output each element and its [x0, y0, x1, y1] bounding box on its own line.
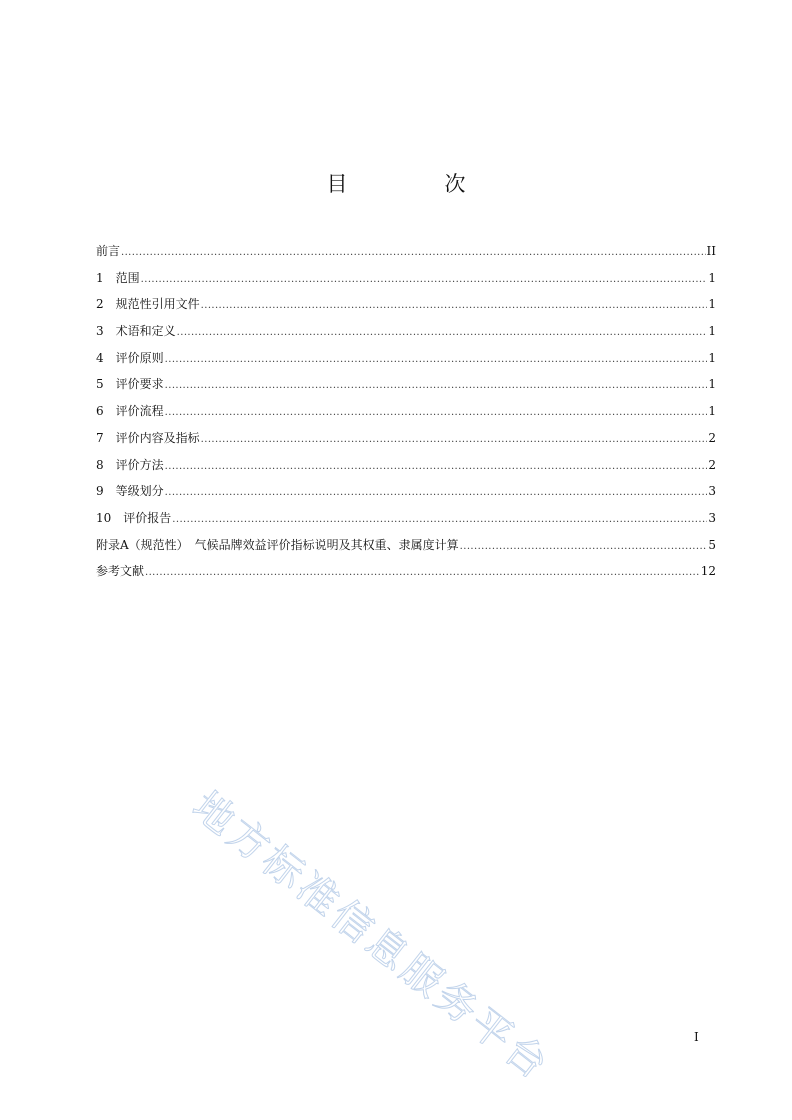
toc-entry-number: 10	[96, 510, 124, 525]
toc-entry-page: 2	[708, 457, 716, 472]
toc-entry-number: 7	[96, 430, 116, 445]
toc-dot-leader	[141, 267, 708, 294]
toc-entry-title: 评价要求	[115, 377, 164, 392]
toc-entry-title: 评价报告	[123, 510, 172, 525]
toc-entry[interactable]	[96, 265, 716, 292]
toc-entry-title: 评价原则	[115, 350, 164, 365]
toc-dot-leader	[165, 347, 708, 374]
toc-dot-leader	[145, 560, 700, 587]
toc-entry[interactable]	[96, 452, 716, 479]
toc-entry-title: 附录A（规范性） 气候品牌效益评价指标说明及其权重、隶属度计算	[96, 537, 459, 552]
toc-dot-leader	[172, 507, 707, 534]
page-title: 目 次	[326, 172, 504, 196]
toc-entry[interactable]	[96, 532, 716, 559]
toc-dot-leader	[201, 293, 708, 320]
toc-entry[interactable]	[96, 345, 716, 372]
footer-page-number: I	[694, 1030, 699, 1044]
toc-entry[interactable]	[96, 505, 716, 532]
toc-entry-title: 等级划分	[115, 484, 164, 499]
toc-entry[interactable]	[96, 371, 716, 398]
toc-entry-number: 2	[96, 297, 116, 312]
watermark: 地方标准信息服务平台	[183, 783, 559, 1091]
toc-entry-page: 12	[700, 564, 716, 579]
toc-entry-number: 1	[96, 270, 116, 285]
toc-dot-leader	[201, 427, 708, 454]
toc-dot-leader	[121, 240, 706, 267]
toc-dot-leader	[165, 454, 708, 481]
toc-entry-page: 5	[708, 537, 716, 552]
toc-entry-number: 6	[96, 404, 116, 419]
toc-entry[interactable]	[96, 558, 716, 585]
toc-entry-page: 1	[708, 350, 716, 365]
toc-entry-title: 术语和定义	[115, 324, 176, 339]
toc-entry-page: 1	[708, 297, 716, 312]
toc-entry-title: 范围	[115, 270, 140, 285]
toc-dot-leader	[177, 320, 708, 347]
toc-entry[interactable]	[96, 425, 716, 452]
toc-entry-title: 评价方法	[115, 457, 164, 472]
toc-entry-title: 评价内容及指标	[115, 430, 200, 445]
toc-entry-number: 9	[96, 484, 116, 499]
toc-entry-number: 5	[96, 377, 116, 392]
toc-entry-title: 前言	[96, 244, 121, 258]
toc-entry-title: 参考文献	[96, 564, 145, 579]
toc-entry-page: 3	[708, 510, 716, 525]
toc-entry-page: 2	[708, 430, 716, 445]
toc-entry[interactable]	[96, 291, 716, 318]
toc-entry-page: 1	[708, 404, 716, 419]
toc-entry-number: 3	[96, 324, 116, 339]
toc-entry-title: 评价流程	[115, 404, 164, 419]
toc-entry-page: II	[706, 244, 716, 258]
toc-entry[interactable]	[96, 318, 716, 345]
toc-entry[interactable]	[96, 398, 716, 425]
toc-entry-number: 8	[96, 457, 116, 472]
toc-entry-page: 1	[708, 377, 716, 392]
table-of-contents	[96, 238, 716, 585]
toc-dot-leader	[165, 373, 708, 400]
toc-dot-leader	[165, 400, 708, 427]
toc-entry[interactable]	[96, 478, 716, 505]
toc-entry-number: 4	[96, 350, 116, 365]
toc-entry-page: 3	[708, 484, 716, 499]
toc-entry-title: 规范性引用文件	[115, 297, 200, 312]
toc-entry-page: 1	[708, 324, 716, 339]
toc-entry[interactable]	[96, 238, 716, 265]
toc-dot-leader	[165, 480, 708, 507]
toc-dot-leader	[460, 534, 708, 561]
toc-entry-page: 1	[708, 270, 716, 285]
